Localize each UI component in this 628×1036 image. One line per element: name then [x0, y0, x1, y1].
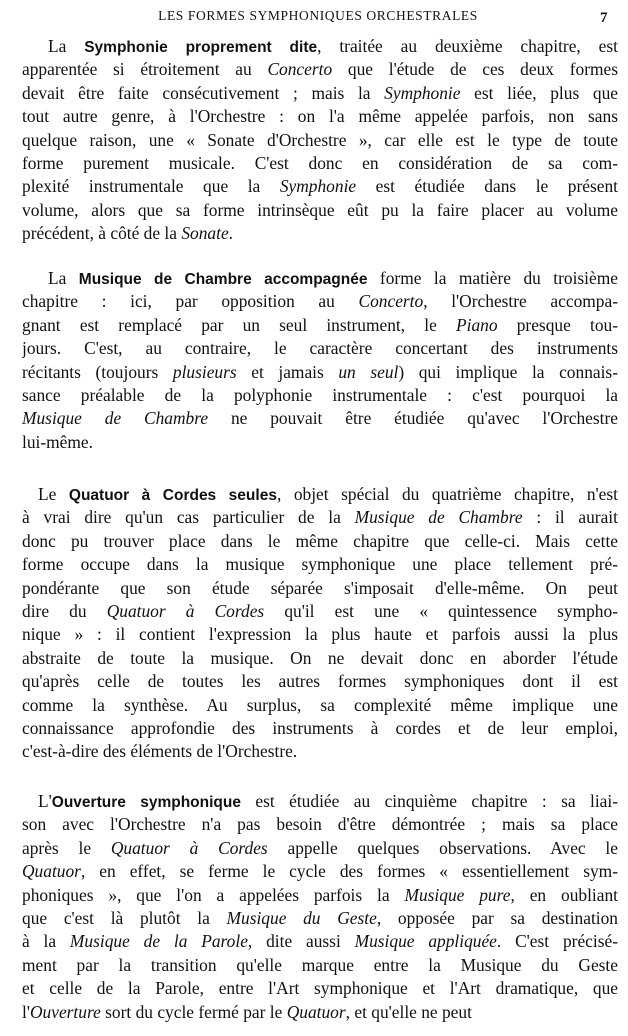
text-run: tout autre genre, à l'Orchestre : on l'a même appelée parfois, non sans [22, 106, 618, 127]
text-run: phoniques », que l'on a appelées parfois la [22, 884, 405, 905]
text-run: L' [38, 791, 52, 811]
text-run: à vrai dire qu'un cas particulier de la [22, 507, 355, 528]
text-run: chapitre : ici, par opposition au [22, 291, 359, 312]
text-run: forme la matière du troisième [367, 268, 618, 288]
text-line [22, 837, 618, 860]
text-run: précédent, à côté de la [22, 223, 182, 244]
text-run: : il aurait [522, 507, 618, 528]
text-line [22, 860, 618, 883]
text-line [22, 717, 618, 740]
text-line [22, 129, 618, 152]
italic-term: Symphonie [384, 82, 461, 103]
italic-term: plusieurs [172, 361, 237, 382]
text-run: devait être faite consécutivement ; mais la [22, 82, 385, 103]
text-run: forme purement musicale. C'est donc en considération de sa com- [22, 152, 618, 173]
text-run: c'est-à-dire des éléments de l'Orchestre. [22, 741, 298, 762]
text-line [22, 884, 618, 907]
text-run: et jamais [236, 361, 339, 382]
text-line [22, 907, 618, 930]
text-run: forme occupe dans la musique symphonique une place tellement pré- [22, 554, 618, 575]
bold-term: Musique de Chambre accompagnée [78, 271, 368, 288]
text-line [22, 152, 618, 175]
text-line [22, 222, 618, 245]
text-run: après le [22, 837, 111, 858]
italic-term: Quatuor à Cordes [110, 837, 268, 858]
text-line [22, 670, 618, 693]
italic-term: Musique de Chambre [354, 507, 523, 528]
text-run: quelque raison, une « Sonate d'Orchestre », car elle est le type de toute [22, 129, 618, 150]
text-run: et celle de la Parole, entre l'Art symphonique et l'Art dramatique, que [22, 978, 618, 999]
italic-term: Sonate [181, 223, 229, 244]
text-line [22, 337, 618, 360]
text-line [22, 930, 618, 953]
text-run: ne pouvait être étudiée qu'avec l'Orchestre [208, 408, 618, 429]
text-run: , objet spécial du quatrième chapitre, n'est [276, 484, 618, 504]
text-line [22, 483, 618, 506]
text-run: La [48, 36, 85, 56]
text-line [22, 58, 618, 81]
text-run: , en effet, se ferme le cycle des formes « essentiellement sym- [80, 861, 618, 882]
italic-term: Musique appliquée [354, 931, 497, 952]
text-line [22, 694, 618, 717]
text-line [22, 577, 618, 600]
italic-term: Quatuor à Cordes [106, 600, 265, 621]
italic-term: Symphonie [279, 176, 357, 197]
text-line [22, 790, 618, 813]
text-line [22, 82, 618, 105]
bold-term: Ouverture symphonique [51, 794, 241, 811]
italic-term: Concerto [358, 291, 424, 312]
text-run: que c'est là plutôt la [22, 907, 227, 928]
paragraph-symphonie [22, 35, 618, 246]
text-line [22, 431, 618, 454]
italic-term: Musique du Geste [226, 907, 377, 928]
text-run: La [48, 268, 79, 288]
text-run: , dite aussi [247, 931, 355, 952]
text-run: qu'il est une « quintessence sympho- [264, 600, 618, 621]
text-run: Le [38, 484, 69, 504]
text-run: , traitée au deuxième chapitre, est [317, 36, 618, 56]
text-line [22, 553, 618, 576]
text-line [22, 506, 618, 529]
italic-term: Musique pure [404, 884, 511, 905]
text-line [22, 954, 618, 977]
text-run: dire du [22, 600, 107, 621]
text-line [22, 600, 618, 623]
italic-term: Concerto [267, 59, 333, 80]
text-line [22, 314, 618, 337]
running-title: LES FORMES SYMPHONIQUES ORCHESTRALES [158, 8, 478, 23]
text-run: , en oubliant [510, 884, 618, 905]
text-run: l' [22, 1001, 30, 1022]
paragraph-quatuor [22, 483, 618, 764]
italic-term: Quatuor [286, 1001, 346, 1022]
italic-term: Musique de la Parole [69, 931, 248, 952]
text-run: jours. C'est, au contraire, le caractère concertant des instruments [22, 338, 618, 359]
text-run: récitants (toujours [22, 361, 173, 382]
text-run: est liée, plus que [460, 82, 618, 103]
text-line [22, 407, 618, 430]
italic-term: Quatuor [22, 861, 81, 882]
text-run: qu'après celle de toutes les autres formes symphoniques dont il est [22, 671, 618, 692]
text-line [22, 530, 618, 553]
italic-term: un seul [338, 361, 399, 382]
text-line [22, 175, 618, 198]
text-run: nique » : il contient l'expression la plus haute et parfois aussi la plus [22, 624, 618, 645]
text-run: presque tou- [497, 314, 618, 335]
text-line [22, 813, 618, 836]
text-run: son avec l'Orchestre n'a pas besoin d'être démontrée ; mais sa place [22, 814, 618, 835]
text-run: connaissance approfondie des instruments à cordes et de leur emploi, [22, 717, 618, 738]
text-run: donc pu trouver place dans le même chapitre que celle-ci. Mais cette [22, 530, 618, 551]
bold-term: Quatuor à Cordes seules [68, 487, 277, 504]
text-line [22, 267, 618, 290]
text-line [22, 35, 618, 58]
text-line [22, 623, 618, 646]
text-run: sance préalable de la polyphonie instrumentale : c'est pourquoi la [22, 384, 618, 405]
italic-term: Musique de Chambre [22, 408, 209, 429]
text-run: est étudiée au cinquième chapitre : sa liai- [240, 791, 618, 811]
text-run: , et qu'elle ne peut [345, 1001, 472, 1022]
text-run: . [228, 223, 234, 244]
text-line [22, 290, 618, 313]
text-line [22, 647, 618, 670]
text-run: ) qui implique la connais- [398, 361, 618, 382]
paragraph-ouverture [22, 790, 618, 1024]
italic-term: Ouverture [29, 1001, 101, 1022]
text-run: lui-même. [22, 431, 93, 452]
text-run: , opposée par sa destination [376, 907, 618, 928]
bold-term: Symphonie proprement dite [84, 39, 318, 56]
text-line [22, 105, 618, 128]
text-run: est étudiée dans le présent [356, 176, 618, 197]
text-line [22, 361, 618, 384]
text-run: gnant est remplacé par un seul instrument, le [22, 314, 456, 335]
italic-term: Piano [456, 314, 498, 335]
text-run: volume, alors que sa forme intrinsèque eût pu la faire placer au volume [22, 199, 618, 220]
text-line [22, 384, 618, 407]
text-line [22, 740, 618, 763]
text-run: à la [22, 931, 70, 952]
text-line [22, 199, 618, 222]
text-run: ment par la transition qu'elle marque entre la Musique du Geste [22, 954, 618, 975]
paragraph-musique-de-chambre [22, 267, 618, 454]
text-line [22, 977, 618, 1000]
text-run: apparentée si étroitement au [22, 59, 268, 80]
text-run: pondérante que son étude séparée s'imposait d'elle-même. On peut [22, 577, 618, 598]
text-run: appelle quelques observations. Avec le [267, 837, 618, 858]
text-run: que l'étude de ces deux formes [332, 59, 618, 80]
text-run: sort du cycle fermé par le [100, 1001, 287, 1022]
text-run: . C'est précisé- [496, 931, 618, 952]
text-run: abstraite de toute la musique. On ne devait donc en aborder l'étude [22, 647, 618, 668]
text-run: plexité instrumentale que la [22, 176, 280, 197]
text-run: comme la synthèse. Au surplus, sa complexité même implique une [22, 694, 618, 715]
page-number: 7 [600, 10, 608, 26]
text-run: , l'Orchestre accompa- [423, 291, 618, 312]
text-line [22, 1001, 618, 1024]
